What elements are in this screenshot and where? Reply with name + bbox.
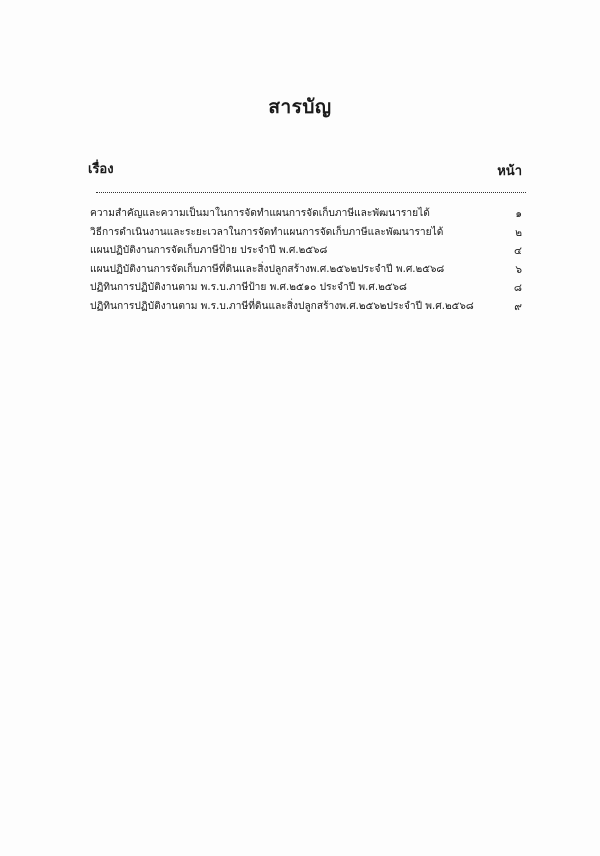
page-column-header: หน้า bbox=[497, 164, 522, 179]
toc-entry-page: ๘ bbox=[513, 282, 522, 295]
toc-entry bbox=[90, 224, 530, 243]
toc-entry-title: ปฏิทินการปฏิบัติงานตาม พ.ร.บ.ภาษีที่ดินและสิ่งปลูกสร้างพ.ศ.๒๕๖๒ประจำปี พ.ศ.๒๕๖๘ bbox=[90, 300, 474, 312]
toc-entry bbox=[90, 205, 530, 224]
toc-entry-page: ๙ bbox=[514, 300, 522, 313]
page-title: สารบัญ bbox=[268, 96, 332, 118]
toc-entry bbox=[90, 242, 530, 261]
toc-entry-page: ๔ bbox=[514, 245, 522, 258]
toc-entry bbox=[90, 279, 530, 298]
toc-entry-page: ๑ bbox=[515, 208, 522, 220]
toc-entry-title: ปฏิทินการปฏิบัติงานตาม พ.ร.บ.ภาษีป้าย พ.ศ.๒๕๑๐ ประจำปี พ.ศ.๒๕๖๘ bbox=[90, 282, 407, 294]
toc-entry-page: ๒ bbox=[515, 226, 522, 239]
toc-entry-title: วิธีการดำเนินงานและระยะเวลาในการจัดทำแผนการจัดเก็บภาษีและพัฒนารายได้ bbox=[90, 226, 444, 238]
toc-list bbox=[90, 205, 530, 317]
toc-entry bbox=[90, 261, 530, 280]
toc-entry-title: แผนปฏิบัติงานการจัดเก็บภาษีที่ดินและสิ่งปลูกสร้างพ.ศ.๒๕๖๒ประจำปี พ.ศ.๒๕๖๘ bbox=[90, 263, 445, 275]
toc-entry-page: ๖ bbox=[515, 263, 522, 276]
toc-entry-title: ความสำคัญและความเป็นมาในการจัดทำแผนการจัดเก็บภาษีและพัฒนารายได้ bbox=[90, 208, 430, 219]
toc-entry-title: แผนปฏิบัติงานการจัดเก็บภาษีป้าย ประจำปี พ.ศ.๒๕๖๘ bbox=[90, 245, 328, 257]
toc-entry bbox=[90, 298, 530, 317]
dotted-divider bbox=[96, 192, 526, 193]
subject-column-header: เรื่อง bbox=[88, 162, 114, 177]
